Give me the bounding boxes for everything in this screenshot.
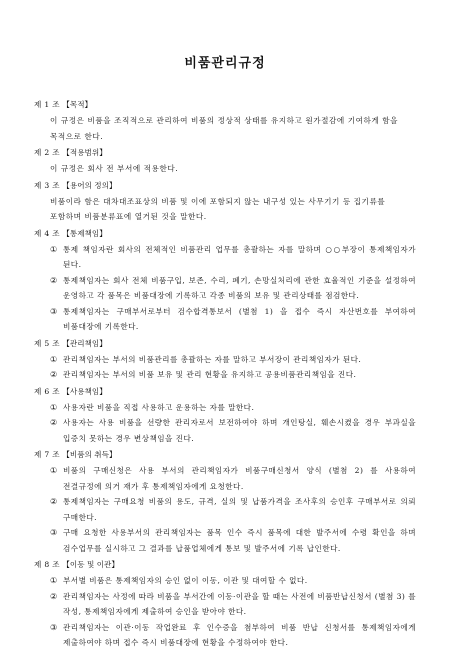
clause-marker: ① — [50, 354, 58, 364]
article-6 — [34, 383, 416, 447]
article-title: 【사용책임】 — [62, 386, 107, 396]
article-number: 제 5 조 — [34, 338, 60, 348]
article-2 — [34, 144, 416, 177]
article-title: 【이동 및 이관】 — [62, 560, 119, 569]
article-number: 제 8 조 — [34, 560, 60, 569]
clause-item — [50, 620, 416, 651]
clause-item — [50, 415, 416, 446]
clause-text: 관리책임자는 부서의 비품 보유 및 관리 현황을 유지하고 공용비품관리책임을 진다. — [63, 370, 357, 379]
clause-text: 사용자란 비품을 직접 사용하고 운용하는 자를 말한다. — [63, 402, 255, 412]
clause-item — [50, 400, 416, 416]
clause-item — [50, 304, 416, 335]
clause-text: 구매 요청한 사용부서의 관리책임자는 품목 인수 즉시 품목에 대한 발주서에 수령 확인을 하며 검수업무를 실시하고 그 결과를 납품업체에게 통보 및 발주서에 기록 납인한다. — [63, 528, 416, 553]
article-8 — [34, 556, 416, 651]
article-number: 제 6 조 — [34, 386, 60, 396]
article-3 — [34, 177, 416, 225]
article-list — [34, 96, 416, 651]
clause-list — [34, 573, 416, 651]
clause-text: 사용자는 사용 비품을 선량한 관리자로서 보전하여야 하며 개인탕실, 훼손시켰을 경우 부과실을 입증치 못하는 경우 변상책임을 진다. — [63, 418, 416, 443]
clause-text: 관리책임자는 부서의 비품관리를 총괄하는 자를 말하고 부서장이 관리책임자가 된다. — [63, 354, 362, 364]
clause-text: 통제 책임자란 회사의 전체적인 비품관리 업무를 총괄하는 자를 말하며 ○○부장이 통제책임자가 된다. — [63, 244, 416, 269]
article-title: 【용어의 정의】 — [62, 180, 117, 190]
clause-item — [50, 573, 416, 589]
article-heading — [34, 144, 416, 161]
clause-item — [50, 494, 416, 525]
article-body: 이 규정은 비품을 조직적으로 관리하여 비품의 정상적 상태를 유지하고 원가절감에 기여하게 함을 목적으로 한다. — [50, 116, 399, 141]
article-title: 【비품의 취득】 — [62, 450, 117, 459]
clause-text: 관리책임자는 사정에 따라 비품을 부서간에 이동·이관을 할 때는 사전에 비품반납신청서 (별첨 3) 를 작성, 통제책임자에게 제출하여 승인을 받아야 한다. — [63, 591, 416, 616]
clause-text: 비품의 구매신청은 사용 부서의 관리책임자가 비품구매신청서 양식 (별첨 2) 를 사용하여 전결규정에 의거 재가 후 통제책임자에게 요청한다. — [63, 466, 416, 491]
clause-text: 관리책임자는 이관·이동 작업완료 후 인수증을 첨부하여 비품 반납 신청서를 통제책임자에게 제출하여야 하며 접수 즉시 비품대장에 현황을 수정하여야 한다. — [63, 622, 416, 647]
article-number: 제 2 조 — [34, 148, 60, 157]
clause-item — [50, 525, 416, 556]
document-title: 비품관리규정 — [184, 56, 266, 71]
article-heading — [34, 177, 416, 194]
article-1 — [34, 96, 416, 144]
clause-item — [50, 463, 416, 494]
article-7 — [34, 446, 416, 556]
article-4 — [34, 225, 416, 335]
clause-marker: ① — [50, 402, 58, 412]
clause-list — [34, 463, 416, 556]
clause-text: 통제책임자는 회사 전체 비품구입, 보존, 수리, 폐기, 손망실처리에 관한 효율적인 기준을 설정하여 운영하고 각 품목은 비품대장에 기록하고 각종 비품의 보유 및 관리상태를 점검한다. — [63, 275, 416, 300]
article-body: 비품이라 함은 대차대조표상의 비품 및 이에 포함되지 않는 내구성 있는 사무기기 등 집기류를 포함하며 비품분류표에 열거된 것을 말한다. — [50, 196, 386, 221]
article-heading — [34, 96, 416, 113]
article-heading — [34, 335, 416, 352]
article-number: 제 4 조 — [34, 228, 60, 238]
clause-marker: ① — [50, 244, 58, 254]
clause-marker: ② — [50, 418, 58, 427]
clause-item — [50, 352, 416, 368]
article-heading — [34, 383, 416, 400]
article-5 — [34, 335, 416, 383]
article-body: 이 규정은 회사 전 부서에 적용한다. — [50, 164, 179, 173]
clause-marker: ③ — [50, 528, 58, 537]
clause-list — [34, 352, 416, 383]
clause-marker: ③ — [50, 306, 58, 316]
clause-item — [50, 242, 416, 273]
article-title: 【적용범위】 — [62, 148, 107, 157]
clause-marker: ① — [50, 576, 58, 585]
clause-list — [34, 242, 416, 335]
clause-marker: ② — [50, 275, 58, 285]
article-title: 【통제책임】 — [62, 228, 107, 238]
clause-item — [50, 273, 416, 304]
clause-text: 부서별 비품은 통제책임자의 승인 없이 이동, 이관 및 대여할 수 없다. — [63, 576, 308, 585]
clause-marker: ② — [50, 497, 58, 506]
clause-marker: ② — [50, 370, 58, 379]
article-title: 【관리책임】 — [62, 338, 107, 348]
clause-text: 통제책임자는 구매부서로부터 검수합격통보서 (별첨 1) 을 접수 즉시 자산번호를 부여하여 비품대장에 기록한다. — [63, 306, 416, 331]
clause-item — [50, 367, 416, 383]
clause-marker: ① — [50, 466, 58, 475]
clause-item — [50, 589, 416, 620]
article-heading — [34, 446, 416, 463]
clause-marker: ② — [50, 591, 58, 601]
article-number: 제 3 조 — [34, 180, 60, 190]
clause-text: 통제책임자는 구매요청 비품의 용도, 규격, 실의 및 납품가격을 조사후의 승인후 구매부서로 의뢰 구매한다. — [63, 497, 416, 522]
clause-list — [34, 400, 416, 447]
clause-marker: ③ — [50, 622, 58, 632]
article-heading — [34, 556, 416, 573]
article-title: 【목적】 — [62, 100, 93, 109]
article-number: 제 7 조 — [34, 450, 60, 459]
article-number: 제 1 조 — [34, 100, 60, 109]
article-heading — [34, 225, 416, 242]
